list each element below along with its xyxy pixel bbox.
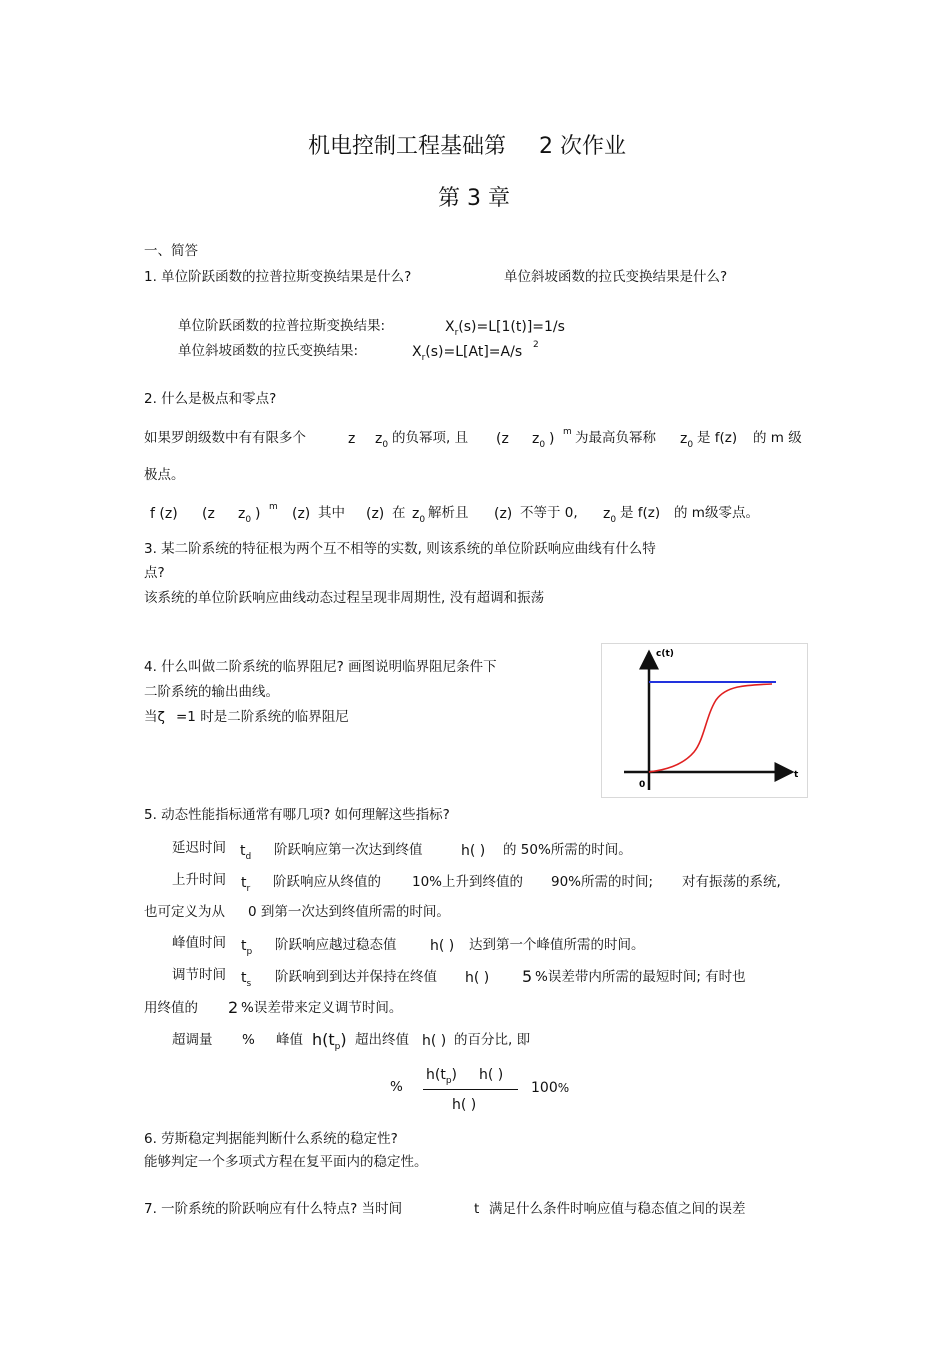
q5-rise-symbol: $t_r$ bbox=[241, 875, 251, 894]
q1-answer-2-label: 单位斜坡函数的拉氏变换结果: bbox=[178, 343, 359, 359]
q5-rise-90: 90%所需的时间; bbox=[551, 874, 654, 890]
q2-line3-d: 不等于 0, bbox=[520, 505, 578, 521]
q2-line2: 极点。 bbox=[144, 467, 185, 483]
q5-delay-tail: 的 50%所需的时间。 bbox=[503, 842, 632, 858]
q2-line1-z0: $z_0$ bbox=[375, 431, 389, 450]
formula-numerator-a: $h(t_p)$ bbox=[426, 1067, 458, 1086]
q5-settle-label: 调节时间 bbox=[172, 967, 226, 983]
q1-question-a: 1. 单位阶跃函数的拉普拉斯变换结果是什么? bbox=[144, 269, 412, 285]
q2-line3-a: 其中 bbox=[318, 505, 345, 521]
q5-rise-label: 上升时间 bbox=[172, 872, 226, 888]
q5-delay-symbol: $t_d$ bbox=[240, 843, 252, 862]
page-title bbox=[308, 129, 626, 160]
q2-line3-phi3: (z) bbox=[494, 506, 513, 522]
q2-line3-phi2: (z) bbox=[366, 506, 385, 522]
graph-y-label: c(t) bbox=[656, 649, 674, 659]
q5-overshoot-pct: % bbox=[242, 1032, 255, 1048]
q6-question: 6. 劳斯稳定判据能判断什么系统的稳定性? bbox=[144, 1131, 398, 1147]
q5-rise-cont: 也可定义为从 bbox=[144, 904, 225, 920]
q1-question-b: 单位斜坡函数的拉氏变换结果是什么? bbox=[504, 269, 728, 285]
q4-question: 4. 什么叫做二阶系统的临界阻尼? 画图说明临界阻尼条件下 bbox=[144, 659, 497, 675]
chapter-heading: 第 3 章 bbox=[438, 186, 510, 211]
q2-line3-b: 在 bbox=[392, 505, 406, 521]
q1-answer-2-exponent: 2 bbox=[533, 340, 539, 350]
q5-peak-symbol: $t_p$ bbox=[241, 938, 253, 957]
formula-pct: % bbox=[390, 1079, 403, 1095]
q2-line3-z0c: $z_0$ bbox=[603, 506, 617, 525]
title-part1: 机电控制工程基础第 bbox=[308, 134, 507, 159]
q2-line3-paren: (z bbox=[202, 506, 215, 522]
q3-answer: 该系统的单位阶跃响应曲线动态过程呈现非周期性, 没有超调和振荡 bbox=[144, 590, 545, 606]
graph-origin-label: 0 bbox=[639, 780, 646, 790]
q4-answer-a: 当ζ bbox=[144, 709, 165, 725]
q5-settle-tail: %误差带内所需的最短时间; 有时也 bbox=[535, 969, 746, 985]
q5-peak-label: 峰值时间 bbox=[172, 935, 226, 951]
q2-line1-e: 的 m 级 bbox=[753, 430, 802, 446]
q2-line1-z: z bbox=[348, 431, 356, 447]
q2-line1-paren-z0: $z_0$ bbox=[532, 431, 546, 450]
q5-delay-label: 延迟时间 bbox=[172, 840, 226, 856]
q2-line1-close: ) bbox=[549, 431, 555, 447]
graph-svg bbox=[602, 644, 807, 797]
q2-line3-e: 是 f(z) bbox=[620, 505, 661, 521]
q5-settle-2: 2 bbox=[228, 998, 239, 1017]
formula-numerator-b: h( ) bbox=[479, 1067, 504, 1083]
q5-overshoot-label: 超调量 bbox=[172, 1032, 213, 1048]
q2-line3-m: m bbox=[269, 502, 278, 512]
q5-settle-h: h( ) bbox=[465, 970, 490, 986]
q2-line3-z0b: $z_0$ bbox=[412, 506, 426, 525]
formula-denominator: h( ) bbox=[452, 1097, 477, 1113]
q3-question: 3. 某二阶系统的特征根为两个互不相等的实数, 则该系统的单位阶跃响应曲线有什么特 bbox=[144, 541, 656, 557]
q6-answer: 能够判定一个多项式方程在复平面内的稳定性。 bbox=[144, 1154, 428, 1170]
q5-settle-5: 5 bbox=[522, 967, 533, 986]
q5-settle-symbol: $t_s$ bbox=[241, 970, 252, 989]
q7-question-a: 7. 一阶系统的阶跃响应有什么特点? 当时间 bbox=[144, 1201, 403, 1217]
q2-line3-z0: $z_0$ bbox=[238, 506, 252, 525]
q2-line3-fz: f (z) bbox=[150, 506, 178, 522]
q2-question: 2. 什么是极点和零点? bbox=[144, 391, 277, 407]
q5-overshoot-text: 超出终值 bbox=[355, 1032, 409, 1048]
formula-100: 100% bbox=[531, 1080, 570, 1096]
title-part2: 2 次作业 bbox=[539, 134, 627, 159]
q5-settle-cont: 用终值的 bbox=[144, 1000, 198, 1016]
q2-line3-phi: (z) bbox=[292, 506, 311, 522]
q5-rise-10: 10%上升到终值的 bbox=[412, 874, 524, 890]
q3-question-cont: 点? bbox=[144, 565, 165, 581]
graph-x-label: t bbox=[794, 770, 799, 780]
q5-peak-tail: 达到第一个峰值所需的时间。 bbox=[469, 937, 645, 953]
q5-delay-h: h( ) bbox=[461, 843, 486, 859]
q5-question: 5. 动态性能指标通常有哪几项? 如何理解这些指标? bbox=[144, 807, 450, 823]
critical-damping-graph bbox=[601, 643, 808, 798]
q2-line3-c: 解析且 bbox=[428, 505, 469, 521]
q2-line1-a: 如果罗朗级数中有有限多个 bbox=[144, 430, 306, 446]
q7-question-t: t bbox=[474, 1201, 480, 1217]
q2-line1-c: 为最高负幂称 bbox=[575, 430, 656, 446]
q4-answer-b: =1 时是二阶系统的临界阻尼 bbox=[176, 709, 349, 725]
q5-overshoot-tail: 的百分比, 即 bbox=[454, 1032, 531, 1048]
section-heading: 一、简答 bbox=[144, 243, 198, 259]
q5-rise-oscillation: 对有振荡的系统, bbox=[682, 874, 781, 890]
q2-line1-z0b: $z_0$ bbox=[680, 431, 694, 450]
q2-line3-close: ) bbox=[255, 506, 261, 522]
q5-rise-cont2: 0 到第一次达到终值所需的时间。 bbox=[248, 904, 450, 920]
q5-overshoot-h: $h(t_p)$ bbox=[312, 1030, 347, 1052]
formula-fraction-line bbox=[423, 1089, 518, 1090]
q5-settle-text: 阶跃响到到达并保持在终值 bbox=[275, 969, 437, 985]
response-curve bbox=[649, 684, 772, 772]
q5-peak-h: h( ) bbox=[430, 938, 455, 954]
q5-overshoot-peak: 峰值 bbox=[276, 1032, 303, 1048]
q1-answer-2-formula: $X_r(s)=L[At]=A/s$ bbox=[412, 344, 523, 363]
q7-question-b: 满足什么条件时响应值与稳态值之间的误差 bbox=[489, 1201, 746, 1217]
q4-question-cont: 二阶系统的输出曲线。 bbox=[144, 684, 279, 700]
q5-peak-text: 阶跃响应越过稳态值 bbox=[275, 937, 397, 953]
q5-overshoot-h2: h( ) bbox=[422, 1033, 447, 1049]
q1-answer-1-formula: $X_r(s)=L[1(t)]=1/s$ bbox=[445, 319, 565, 338]
q2-line1-m: m bbox=[563, 427, 572, 437]
q2-line1-paren: (z bbox=[496, 431, 509, 447]
q1-answer-1-label: 单位阶跃函数的拉普拉斯变换结果: bbox=[178, 318, 386, 334]
q5-delay-text: 阶跃响应第一次达到终值 bbox=[274, 842, 423, 858]
q5-settle-cont2: %误差带来定义调节时间。 bbox=[241, 1000, 403, 1016]
q2-line1-d: 是 f(z) bbox=[697, 430, 738, 446]
q2-line3-f: 的 m级零点。 bbox=[674, 505, 759, 521]
q5-rise-text: 阶跃响应从终值的 bbox=[273, 874, 381, 890]
q2-line1-b: 的负幂项, 且 bbox=[392, 430, 469, 446]
